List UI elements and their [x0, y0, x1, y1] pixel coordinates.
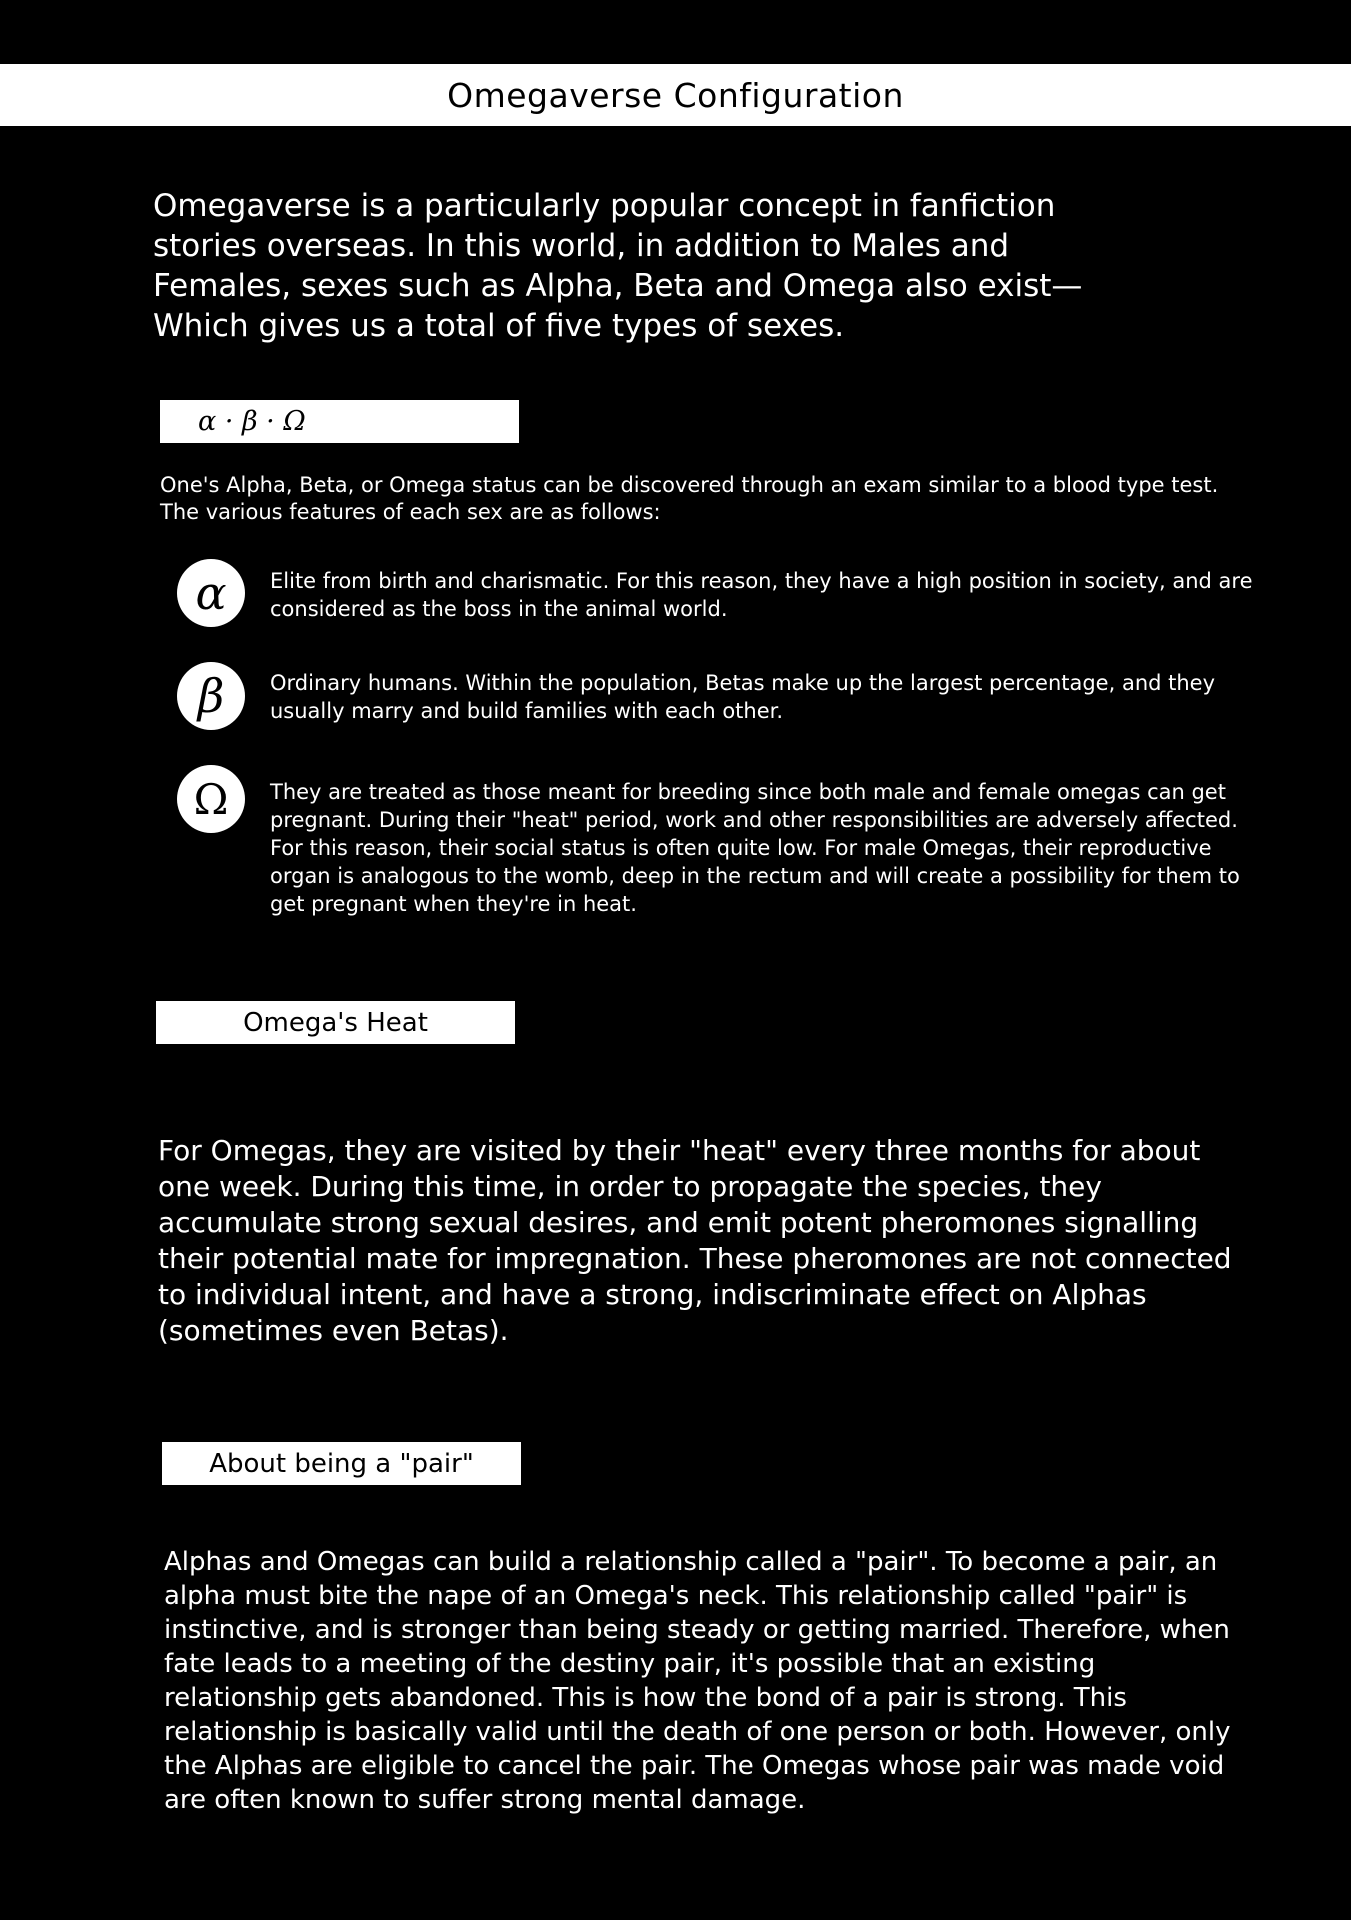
section-label-heat: Omega's Heat	[156, 1001, 515, 1044]
section-label-sexes: α · β · Ω	[160, 400, 519, 443]
heat-paragraph: For Omegas, they are visited by their "heat" every three months for about one week. During this time, in order to propagate the species, they accumulate strong sexual desires, and emit potent pheromones signalling their potential mate for impregnation. These pheromones are not connected to individual intent, and have a strong, indiscriminate effect on Alphas (sometimes even Betas).	[158, 1134, 1232, 1347]
beta-icon: β	[177, 662, 245, 730]
alpha-icon: α	[177, 559, 245, 627]
page-title: Omegaverse Configuration	[0, 64, 1351, 126]
section-label-pair: About being a "pair"	[162, 1442, 521, 1485]
intro-paragraph: Omegaverse is a particularly popular concept in fanfiction stories overseas. In this world, in addition to Males and Females, sexes such as Alpha, Beta and Omega also exist— Which gives us a total of five types of sexes.	[153, 188, 1083, 344]
sexes-lead-paragraph: One's Alpha, Beta, or Omega status can be discovered through an exam similar to a blood type test. The various features of each sex are as follows:	[160, 473, 1219, 524]
beta-description: Ordinary humans. Within the population, Betas make up the largest percentage, and they usually marry and build families with each other.	[270, 671, 1216, 723]
omega-description: They are treated as those meant for breeding since both male and female omegas can get pregnant. During their "heat" period, work and other responsibilities are adversely affected. For this reason, their social status is often quite low. For male Omegas, their reproductive organ is analogous to the womb, deep in the rectum and will create a possibility for them to get pregnant when they're in heat.	[270, 780, 1240, 916]
pair-paragraph: Alphas and Omegas can build a relationship called a "pair". To become a pair, an alpha must bite the nape of an Omega's neck. This relationship called "pair" is instinctive, and is stronger than being steady or getting married. Therefore, when fate leads to a meeting of the destiny pair, it's possible that an existing relationship gets abandoned. This is how the bond of a pair is strong. This relationship is basically valid until the death of one person or both. However, only the Alphas are eligible to cancel the pair. The Omegas whose pair was made void are often known to suffer strong mental damage.	[164, 1547, 1231, 1815]
omega-icon: Ω	[177, 765, 245, 833]
alpha-description: Elite from birth and charismatic. For this reason, they have a high position in society, and are considered as the boss in the animal world.	[270, 569, 1253, 621]
